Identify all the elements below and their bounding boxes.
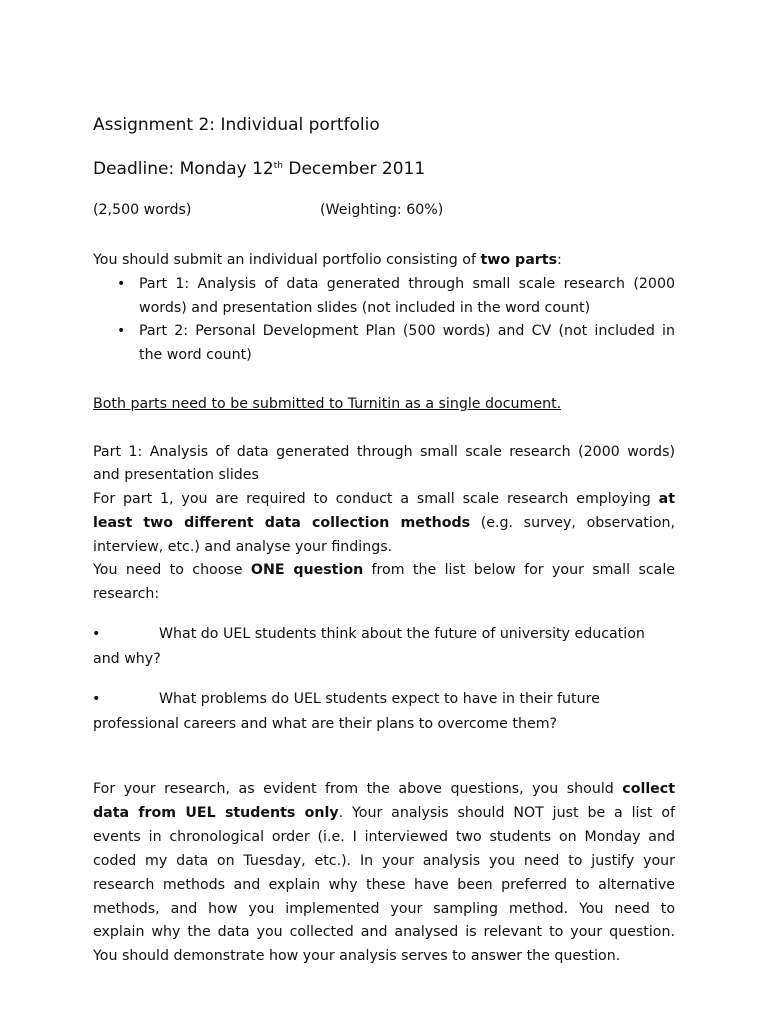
part1-heading-line-2: and presentation slides	[93, 467, 259, 483]
intro-text	[93, 250, 562, 270]
weighting: (Weighting: 60%)	[320, 202, 444, 218]
intro-before: You should submit an individual portfolio consisting of	[93, 252, 481, 268]
deadline-date: December 2011	[282, 159, 426, 179]
question-1-line-1: What do UEL students think about the future of university education	[159, 626, 645, 642]
research-line-8: You should demonstrate how your analysis serves to answer the question.	[93, 948, 621, 964]
question-2-line-1: What problems do UEL students expect to have in their future	[159, 691, 600, 707]
part1-body-line-1: For part 1, you are required to conduct a small scale research employing at	[93, 491, 675, 507]
part-1-line-1: Part 1: Analysis of data generated through small scale research (2000	[139, 276, 675, 292]
part1-body-line-5: research:	[93, 586, 160, 602]
turnitin-note: Both parts need to be submitted to Turnitin as a single document.	[93, 396, 562, 412]
question-1-line-2: and why?	[93, 651, 161, 667]
question-2-line-2: professional careers and what are their plans to overcome them?	[93, 716, 558, 732]
research-line-3: events in chronological order (i.e. I interviewed two students on Monday and	[93, 829, 675, 845]
part1-body-line-2: least two different data collection methods (e.g. survey, observation,	[93, 515, 675, 531]
assignment-title: Assignment 2: Individual portfolio	[93, 115, 380, 135]
research-line-4: coded my data on Tuesday, etc.). In your analysis you need to justify your	[93, 853, 675, 869]
research-line-1: For your research, as evident from the above questions, you should collect	[93, 781, 675, 797]
research-line-6: methods, and how you implemented your sampling method. You need to	[93, 901, 675, 917]
part-2-line-1: Part 2: Personal Development Plan (500 words) and CV (not included in	[139, 323, 675, 339]
intro-bold: two parts	[480, 252, 558, 268]
bullet-icon: •	[92, 691, 101, 707]
deadline	[93, 159, 425, 179]
word-count: (2,500 words)	[93, 202, 192, 218]
bullet-icon: •	[117, 276, 126, 292]
research-line-2: data from UEL students only. Your analysis should NOT just be a list of	[93, 805, 676, 821]
deadline-label: Deadline: Monday 12	[93, 159, 274, 179]
part-2-line-2: the word count)	[139, 347, 252, 363]
bullet-icon: •	[92, 626, 101, 642]
part1-body-line-3: interview, etc.) and analyse your findings.	[93, 539, 393, 555]
research-line-5: research methods and explain why these have been preferred to alternative	[93, 877, 675, 893]
bullet-icon: •	[117, 323, 126, 339]
deadline-ordinal: th	[273, 161, 283, 171]
part1-body-line-4: You need to choose ONE question from the list below for your small scale	[93, 562, 675, 578]
part1-heading-line-1: Part 1: Analysis of data generated through small scale research (2000 words)	[93, 444, 675, 460]
research-line-7: explain why the data you collected and analysed is relevant to your question.	[93, 924, 675, 940]
intro-after: :	[557, 252, 562, 268]
part-1-line-2: words) and presentation slides (not included in the word count)	[139, 300, 591, 316]
